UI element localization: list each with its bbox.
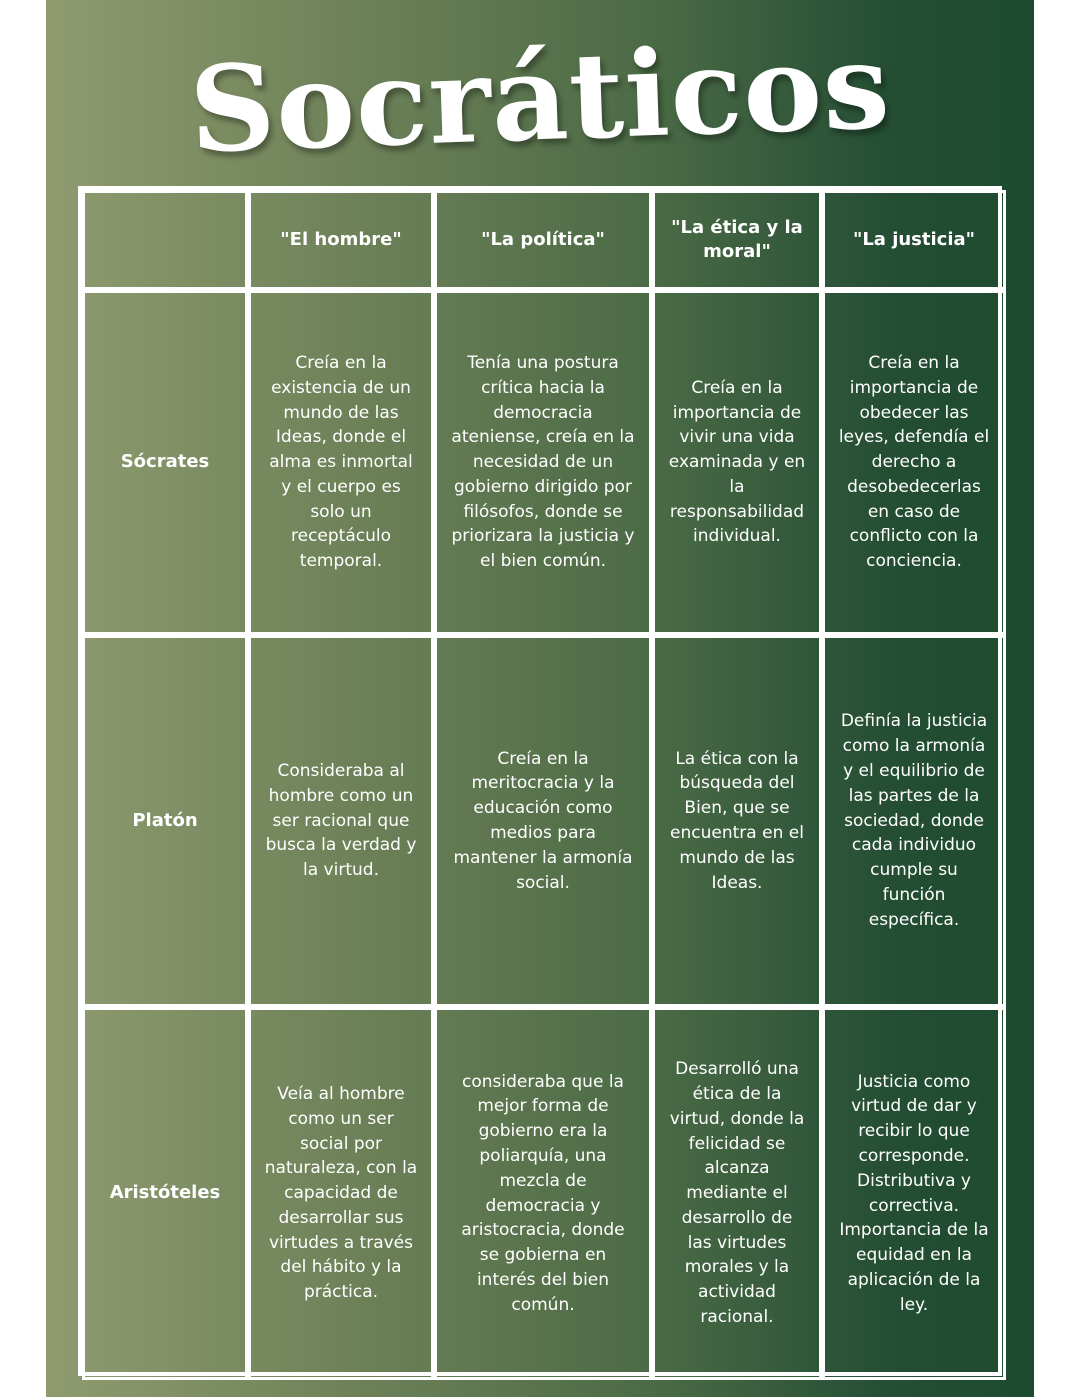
aristoteles-el-hombre-cell: Veía al hombre como un ser social por naturaleza, con la capacidad de desarrollar sus virtudes a través del hábito y la práctica. — [248, 1007, 434, 1380]
platon-la-politica-cell: Creía en la meritocracia y la educación como medios para mantener la armonía social. — [434, 635, 652, 1007]
platon-el-hombre-cell: Consideraba al hombre como un ser racional que busca la verdad y la virtud. — [248, 635, 434, 1007]
poster — [46, 0, 1034, 1397]
header-la-politica: "La política" — [434, 190, 652, 290]
aristoteles-la-politica-cell: consideraba que la mejor forma de gobierno era la poliarquía, una mezcla de democracia y aristocracia, donde se gobierna en interés del bien común. — [434, 1007, 652, 1380]
comparison-table — [78, 186, 1002, 1376]
header-el-hombre: "El hombre" — [248, 190, 434, 290]
header-la-justicia: "La justicia" — [822, 190, 1006, 290]
page-title: Socráticos — [187, 15, 893, 180]
row-header-aristoteles: Aristóteles — [82, 1007, 248, 1380]
header-la-etica-y-la-moral: "La ética y la moral" — [652, 190, 822, 290]
socrates-el-hombre-cell: Creía en la existencia de un mundo de las Ideas, donde el alma es inmortal y el cuerpo es solo un receptáculo temporal. — [248, 290, 434, 635]
socrates-la-etica-cell: Creía en la importancia de vivir una vida examinada y en la responsabilidad individual. — [652, 290, 822, 635]
platon-la-justicia-cell: Definía la justicia como la armonía y el equilibrio de las partes de la sociedad, donde cada individuo cumple su función específica. — [822, 635, 1006, 1007]
platon-la-etica-cell: La ética con la búsqueda del Bien, que se encuentra en el mundo de las Ideas. — [652, 635, 822, 1007]
aristoteles-la-justicia-cell: Justicia como virtud de dar y recibir lo que corresponde. Distributiva y correctiva. Importancia de la equidad en la aplicación de la ley. — [822, 1007, 1006, 1380]
aristoteles-la-etica-cell: Desarrolló una ética de la virtud, donde la felicidad se alcanza mediante el desarrollo de las virtudes morales y la actividad racional. — [652, 1007, 822, 1380]
row-header-socrates: Sócrates — [82, 290, 248, 635]
row-header-platon: Platón — [82, 635, 248, 1007]
socrates-la-politica-cell: Tenía una postura crítica hacia la democracia ateniense, creía en la necesidad de un gobierno dirigido por filósofos, donde se priorizara la justicia y el bien común. — [434, 290, 652, 635]
header-corner-cell — [82, 190, 248, 290]
socrates-la-justicia-cell: Creía en la importancia de obedecer las leyes, defendía el derecho a desobedecerlas en caso de conflicto con la conciencia. — [822, 290, 1006, 635]
